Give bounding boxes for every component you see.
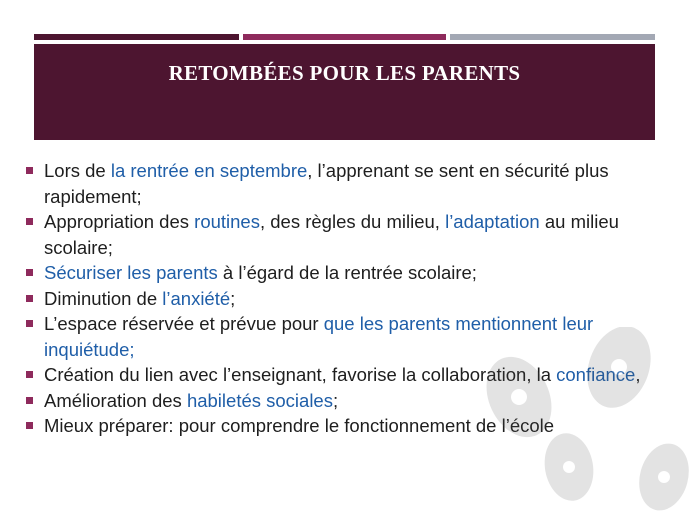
bullet-text: au milieu scolaire; bbox=[44, 211, 619, 258]
bullet-text: ; bbox=[332, 389, 339, 411]
bullet-text: Mieux préparer: pour comprendre le fonctionnement de l’école bbox=[44, 415, 555, 436]
bullet-item bbox=[26, 158, 644, 209]
bullet-highlight: habiletés sociales bbox=[186, 389, 333, 411]
bullet-text: Appropriation des bbox=[44, 211, 195, 232]
bullet-highlight: Sécuriser les parents bbox=[44, 262, 218, 283]
top-stripe-magenta bbox=[243, 34, 446, 40]
bullet-item bbox=[26, 260, 644, 286]
bullet-square-icon bbox=[26, 422, 33, 429]
bullet-square-icon bbox=[26, 397, 33, 404]
bullet-highlight: l’adaptation bbox=[445, 211, 540, 232]
title-banner bbox=[34, 44, 655, 140]
bullet-item bbox=[26, 311, 644, 362]
bullet-item bbox=[26, 209, 644, 260]
top-stripe-gray bbox=[450, 34, 655, 40]
bullet-text: Lors de bbox=[44, 160, 111, 181]
bullet-text: à l’égard de la rentrée scolaire; bbox=[217, 262, 477, 283]
bullet-highlight: routines bbox=[194, 211, 260, 232]
bullet-text: L’espace réservée et prévue pour bbox=[44, 313, 324, 334]
bullet-text: , l’apprenant se sent en sécurité plus rapidement; bbox=[44, 160, 609, 207]
bullet-item bbox=[26, 413, 644, 439]
bullet-square-icon bbox=[26, 218, 33, 225]
bullet-text: , bbox=[635, 364, 641, 385]
bullet-text: Amélioration des bbox=[44, 389, 187, 411]
bullet-highlight: confiance bbox=[556, 364, 636, 385]
bullet-square-icon bbox=[26, 269, 33, 276]
bullet-text: ; bbox=[230, 287, 236, 309]
bullet-item bbox=[26, 388, 644, 414]
bullet-text: Diminution de bbox=[44, 287, 163, 309]
top-stripe-dark bbox=[34, 34, 239, 40]
bullet-item bbox=[26, 362, 644, 388]
bullet-square-icon bbox=[26, 167, 33, 174]
bullet-highlight: que les parents mentionnent leur inquiétude; bbox=[44, 313, 594, 360]
bullet-highlight: l’anxiété bbox=[162, 287, 231, 309]
bullet-square-icon bbox=[26, 295, 33, 302]
bullet-text: , des règles du milieu, bbox=[259, 211, 446, 232]
bullet-item bbox=[26, 286, 644, 312]
bullet-square-icon bbox=[26, 320, 33, 327]
bullet-square-icon bbox=[26, 371, 33, 378]
bullet-highlight: la rentrée en septembre bbox=[110, 160, 308, 181]
slide-title: RETOMBÉES POUR LES PARENTS bbox=[168, 61, 521, 85]
bullet-list bbox=[26, 158, 644, 439]
bullet-text: Création du lien avec l’enseignant, favorise la collaboration, la bbox=[44, 364, 557, 385]
